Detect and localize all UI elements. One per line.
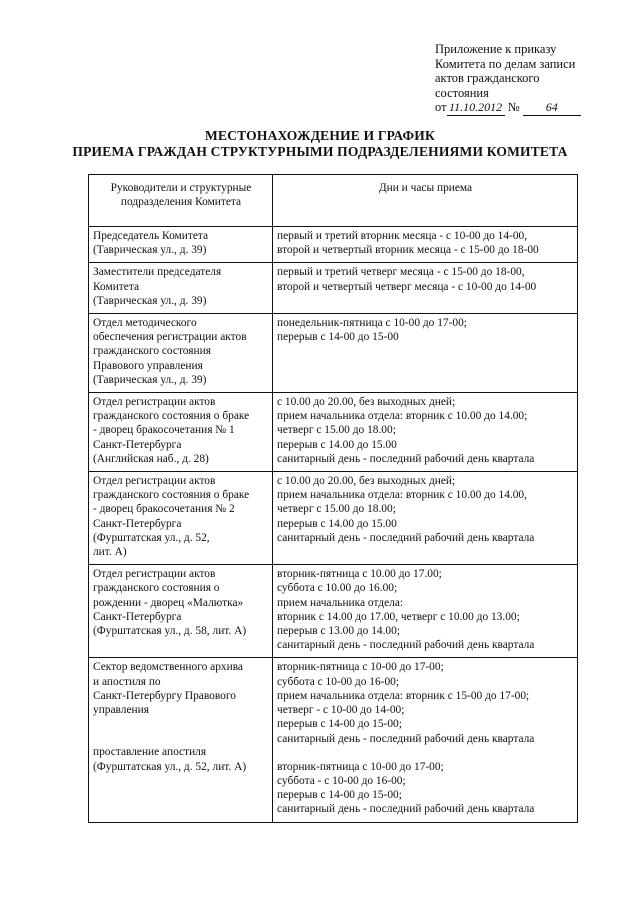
order-date-number — [435, 100, 625, 116]
page-title — [0, 128, 640, 160]
spacer — [277, 746, 574, 760]
table-row — [89, 393, 578, 472]
appendix-block — [435, 42, 625, 116]
department-cell: Отдел регистрации актов гражданского состояния о браке - дворец бракосочетания № 1 Санкт-Петербурга (Английская наб., д. 28) — [89, 393, 273, 472]
title-line-2: ПРИЕМА ГРАЖДАН СТРУКТУРНЫМИ ПОДРАЗДЕЛЕНИЯМИ КОМИТЕТА — [72, 144, 568, 159]
schedule-table — [88, 174, 578, 823]
department-cell: Заместители председателя Комитета (Таврическая ул., д. 39) — [89, 263, 273, 314]
appendix-line: состояния — [435, 85, 489, 100]
title-line-1: МЕСТОНАХОЖДЕНИЕ И ГРАФИК — [205, 128, 435, 143]
order-number: 64 — [523, 100, 581, 116]
header-hours: Дни и часы приема — [273, 175, 578, 227]
hours-cell: вторник-пятница с 10.00 до 17.00; суббота с 10.00 до 16.00; прием начальника отдела: вторник с 14.00 до 17.00, четверг с 10.00 до 13.00; перерыв с 13.00 до 14.00; санитарный день - последний рабочий день квартала — [273, 565, 578, 658]
hours-cell: с 10.00 до 20.00, без выходных дней; прием начальника отдела: вторник с 10.00 до 14.00; четверг с 15.00 до 18.00; перерыв с 14.00 до 15.00 санитарный день - последний рабочий день квартала — [273, 393, 578, 472]
spacer — [93, 717, 269, 745]
department-cell: Отдел методического обеспечения регистрации актов гражданского состояния Правового управления (Таврическая ул., д. 39) — [89, 314, 273, 393]
hours-cell: первый и третий вторник месяца - с 10-00 до 14-00, второй и четвертый вторник месяца - с 15-00 до 18-00 — [273, 227, 578, 263]
table-row — [89, 565, 578, 658]
department-cell: Председатель Комитета (Таврическая ул., д. 39) — [89, 227, 273, 263]
hours-cell: первый и третий четверг месяца - с 15-00 до 18-00, второй и четвертый четверг месяца - с 10-00 до 14-00 — [273, 263, 578, 314]
table-header-row — [89, 175, 578, 227]
hours-cell: вторник-пятница с 10-00 до 17-00; суббота с 10-00 до 16-00; прием начальника отдела: вторник с 15-00 до 17-00; четверг - с 10-00 до 14-00; перерыв с 14-00 до 15-00; санитарный день - последний рабочий день квартала вторник-пятница с 10-00 до 17-00; суббота - с 10-00 до 16-00; перерыв с 14-00 до 15-00; санитарный день - последний рабочий день квартала — [273, 658, 578, 822]
appendix-line: Комитета по делам записи — [435, 56, 576, 71]
appendix-line: актов гражданского — [435, 71, 540, 85]
department-cell: Сектор ведомственного архива и апостиля по Санкт-Петербургу Правового управления проставление апостиля (Фурштатская ул., д. 52, лит. А) — [89, 658, 273, 822]
date-prefix: от — [435, 100, 447, 114]
table-row — [89, 472, 578, 565]
department-cell: Отдел регистрации актов гражданского состояния о браке - дворец бракосочетания № 2 Санкт-Петербурга (Фурштатская ул., д. 52, лит. А) — [89, 472, 273, 565]
table-row — [89, 227, 578, 263]
order-date: 11.10.2012 — [447, 100, 505, 116]
number-prefix: № — [507, 100, 520, 114]
department-cell: Отдел регистрации актов гражданского состояния о рождении - дворец «Малютка» Санкт-Петербурга (Фурштатская ул., д. 58, лит. А) — [89, 565, 273, 658]
appendix-line: Приложение к приказу — [435, 42, 557, 56]
table-row — [89, 314, 578, 393]
hours-cell: понедельник-пятница с 10-00 до 17-00; перерыв с 14-00 до 15-00 — [273, 314, 578, 393]
table-row — [89, 263, 578, 314]
header-departments: Руководители и структурные подразделения Комитета — [89, 175, 273, 227]
hours-cell: с 10.00 до 20.00, без выходных дней; прием начальника отдела: вторник с 10.00 до 14.00, четверг с 15.00 до 18.00; перерыв с 14.00 до 15.00 санитарный день - последний рабочий день квартала — [273, 472, 578, 565]
table-row — [89, 658, 578, 822]
